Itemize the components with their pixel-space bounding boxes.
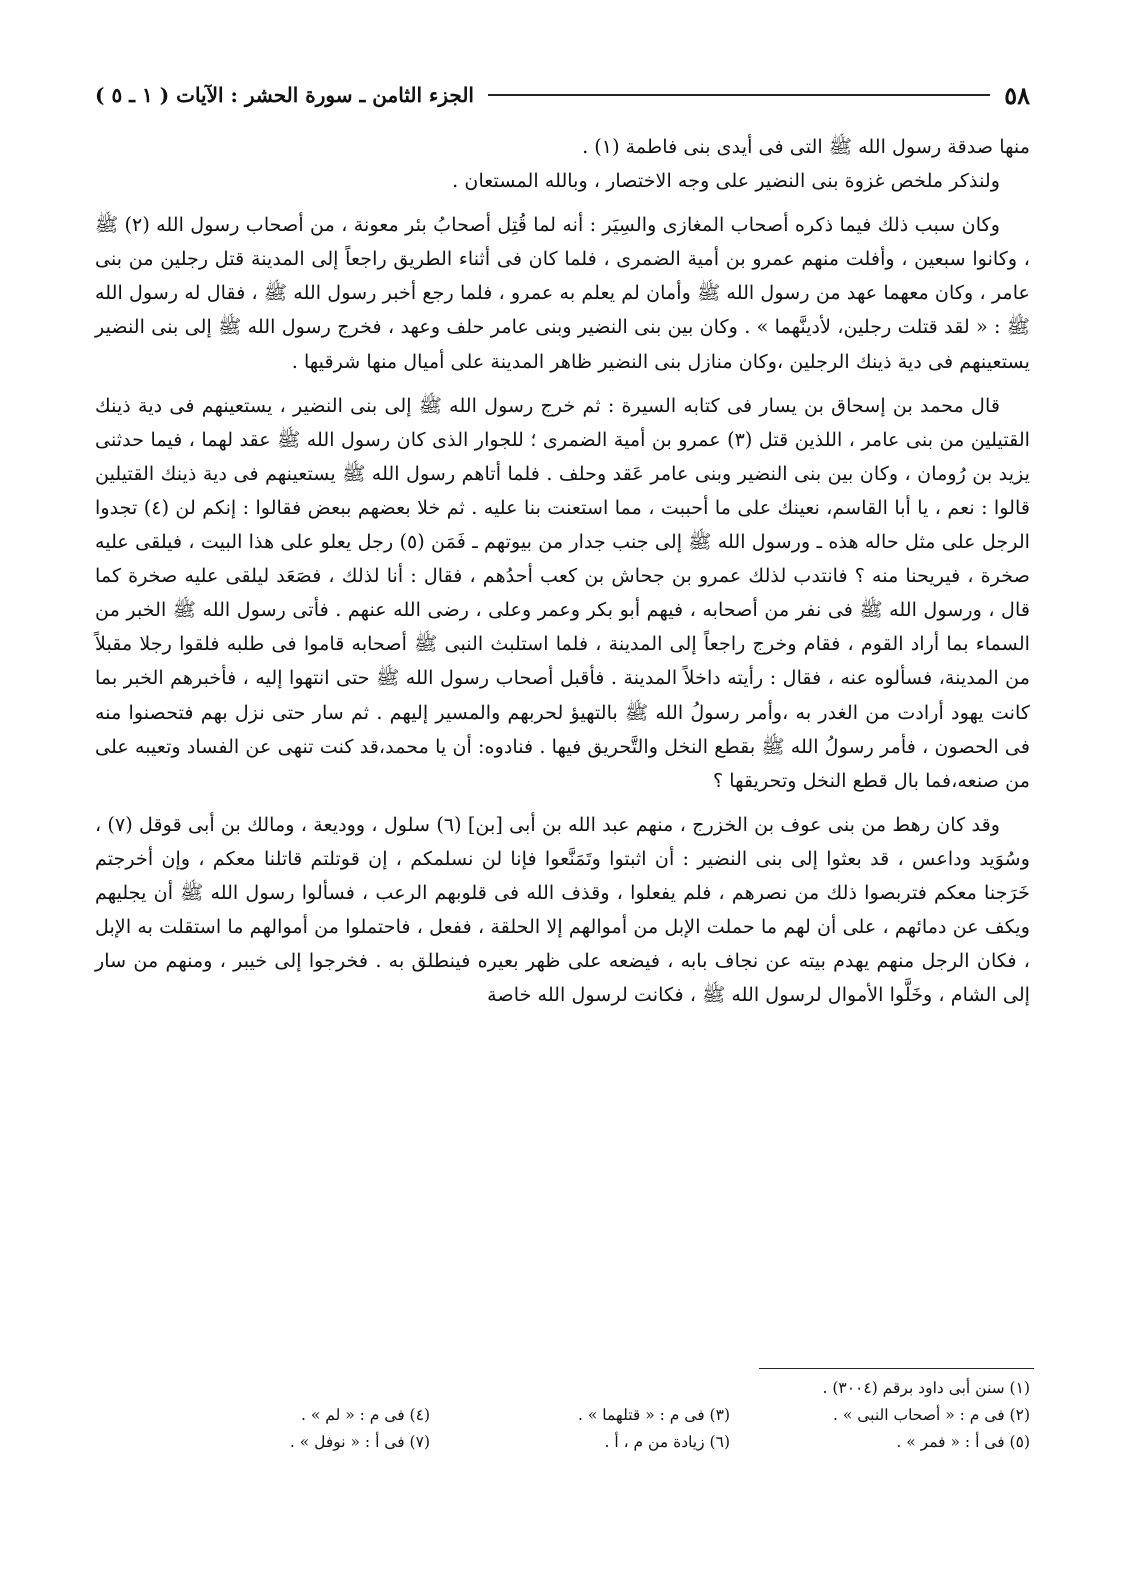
header-rule <box>488 94 990 96</box>
footnotes <box>95 1375 1030 1456</box>
page-number: ٥٨ <box>1004 80 1030 110</box>
footnote-1: (١) سنن أبى داود برقم (٣٠٠٤) . <box>822 1379 1030 1397</box>
footnote-5: (٥) فى أ : « فمر » . <box>896 1433 1030 1451</box>
page-header <box>95 80 1030 110</box>
footnote-row <box>95 1402 1030 1429</box>
body-text <box>95 130 1030 1012</box>
paragraph-2: ولنذكر ملخص غزوة بنى النضير على وجه الاختصار ، وبالله المستعان . <box>452 169 1000 193</box>
footnote-3: (٣) فى م : « قتلهما » . <box>577 1406 730 1424</box>
paragraph-5: وقد كان رهط من بنى عوف بن الخزرج ، منهم عبد الله بن أبى [بن] (٦) سلول ، ووديعة ، ومالك بن أبى قوقل (٧) ، وسُوَيد وداعس ، قد بعثوا إلى بنى النضير : أن اثبتوا وتَمَنَّعوا فإنا لن نسلمكم ، إن قوتلتم قاتلنا معكم ، وإن أخرجتم خَرَجنا معكم فتربصوا ذلك من نصرهم ، فلم يفعلوا ، وقذف الله فى قلوبهم الرعب ، فسألوا رسول الله ﷺ أن يجليهم ويكف عن دمائهم ، على أن لهم ما حملت الإبل من أموالهم إلا الحلقة ، ففعل ، فاحتملوا من أموالهم ما استقلت به الإبل ، فكان الرجل منهم يهدم بيته عن نجاف بابه ، فيضعه على ظهر بعيره فينطلق به . فخرجوا إلى خيبر ، ومنهم من سار إلى الشام ، وخَلَّوا الأموال لرسول الله ﷺ ، فكانت لرسول الله خاصة <box>95 812 1030 1007</box>
footnote-row <box>95 1375 1030 1402</box>
footnote-6: (٦) زيادة من م ، أ . <box>604 1433 730 1451</box>
footnote-row <box>95 1429 1030 1456</box>
paragraph-3: وكان سبب ذلك فيما ذكره أصحاب المغازى والسِيَر : أنه لما قُتِل أصحابُ بئر معونة ، من أصحاب رسول الله (٢) ﷺ ، وكانوا سبعين ، وأفلت منهم عمرو بن أمية الضمرى ، فلما كان فى أثناء الطريق راجعاً إلى المدينة قتل رجلين من بنى عامر ، وكان معهما عهد من رسول الله ﷺ وأمان لم يعلم به عمرو ، فلما رجع أخبر رسول الله ﷺ ، فقال له رسول الله ﷺ : « لقد قتلت رجلين، لأدينَّهما » . وكان بين بنى النضير وبنى عامر حلف وعهد ، فخرج رسول الله ﷺ إلى بنى النضير يستعينهم فى دية ذينك الرجلين ،وكان منازل بنى النضير ظاهر المدينة على أميال منها شرقيها . <box>95 213 1030 373</box>
footnote-4: (٤) فى م : « لم » . <box>300 1406 430 1424</box>
running-title: الجزء الثامن ـ سورة الحشر : الآيات ( ١ ـ ٥ ) <box>95 83 474 107</box>
footnote-divider <box>759 1368 1034 1369</box>
paragraph-1: منها صدقة رسول الله ﷺ التى فى أيدى بنى فاطمة (١) . <box>582 135 1030 158</box>
footnote-2: (٢) فى م : « أصحاب النبى » . <box>833 1406 1030 1424</box>
footnote-7: (٧) فى أ : « نوفل » . <box>289 1433 430 1451</box>
paragraph-4: قال محمد بن إسحاق بن يسار فى كتابه السيرة : ثم خرج رسول الله ﷺ إلى بنى النضير ، يستعينهم فى دية ذينك القتيلين من بنى عامر ، اللذين قتل (٣) عمرو بن أمية الضمرى ؛ للجوار الذى كان رسول الله ﷺ عقد لهما ، فيما حدثنى يزيد بن رُومان ، وكان بين بنى النضير وبنى عامر عَقد وحلف . فلما أتاهم رسول الله ﷺ يستعينهم فى دية ذينك القتيلين قالوا : نعم ، يا أبا القاسم، نعينك على ما أحببت ، مما استعنت بنا عليه . ثم خلا بعضهم ببعض فقالوا : إنكم لن (٤) تجدوا الرجل على مثل حاله هذه ـ ورسول الله ﷺ إلى جنب جدار من بيوتهم ـ فَمَن (٥) رجل يعلو على هذا البيت ، فيلقى عليه صخرة ، فيريحنا منه ؟ فانتدب لذلك عمرو بن جحاش بن كعب أحدُهم ، فقال : أنا لذلك ، فصَعَد ليلقى عليه صخرة كما قال ، ورسول الله ﷺ فى نفر من أصحابه ، فيهم أبو بكر وعمر وعلى ، رضى الله عنهم . فأتى رسول الله ﷺ الخبر من السماء بما أراد القوم ، فقام وخرج راجعاً إلى المدينة ، فلما استلبث النبى ﷺ أصحابه قاموا فى طلبه فلقوا رجلا مقبلاً من المدينة، فسألوه عنه ، فقال : رأيته داخلاً المدينة . فأقبل أصحاب رسول الله ﷺ حتى انتهوا إليه ، فأخبرهم الخبر بما كانت يهود أرادت من الغدر به ،وأمر رسولُ الله ﷺ بالتهيؤ لحربهم والمسير إليهم . ثم سار حتى نزل بهم فتحصنوا منه فى الحصون ، فأمر رسولُ الله ﷺ بقطع النخل والتَّحريق فيها . فنادوه: أن يا محمد،قد كنت تنهى عن الفساد وتعيبه على من صنعه،فما بال قطع النخل وتحريقها ؟ <box>95 393 1030 792</box>
